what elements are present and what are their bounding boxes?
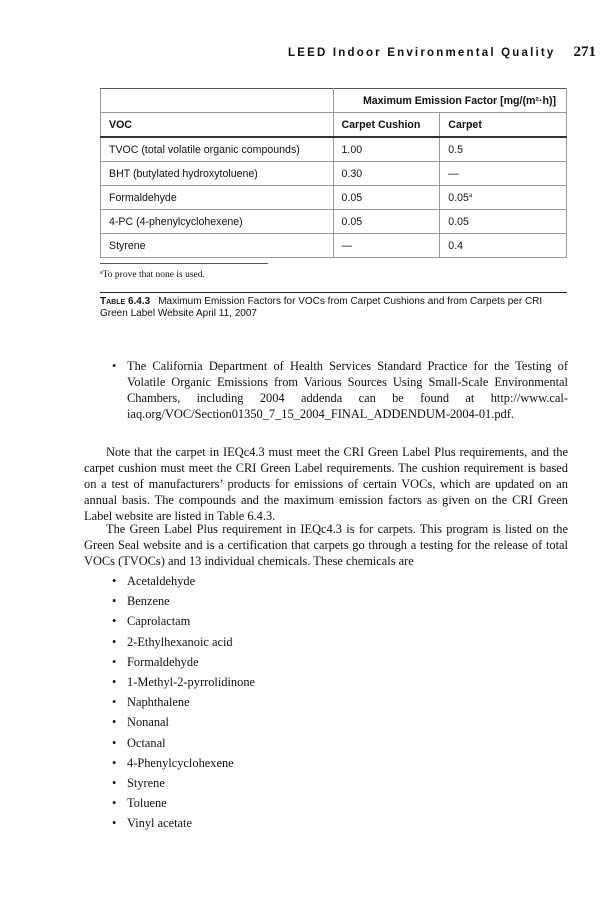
table-row (101, 186, 567, 210)
list-item: • Toluene (112, 793, 255, 813)
table-group-header: Maximum Emission Factor [mg/(m²·h)] (333, 89, 567, 113)
list-item: • Octanal (112, 733, 255, 753)
footnote-marker: a (468, 192, 473, 199)
list-item: • 1-Methyl-2-pyrrolidinone (112, 672, 255, 692)
bullet-text: The California Department of Health Services Standard Practice for the Testing of Volatile Organic Emissions from Various Sources Using Small-Scale Environmental Chambers, including 2004 addenda can be found at http://www.cal-iaq.org/VOC/Section01350_7_15_2004_FINAL_ADDENDUM-2004-01.pdf. (127, 359, 568, 421)
carpet-value: 0.05$^a$ (440, 186, 567, 210)
voc-cell: Styrene (101, 234, 334, 258)
list-item: • 2-Ethylhexanoic acid (112, 632, 255, 652)
table-empty-header-cell (101, 89, 334, 113)
carpet-cushion-value: 0.05 (333, 186, 440, 210)
carpet-cushion-value: 1.00 (333, 137, 440, 162)
table-row (101, 162, 567, 186)
carpet-value: 0.05 (440, 210, 567, 234)
voc-cell: BHT (butylated hydroxytoluene) (101, 162, 334, 186)
list-item: • Caprolactam (112, 611, 255, 631)
bullet-icon: • (112, 715, 117, 730)
list-item: • Formaldehyde (112, 652, 255, 672)
table-footnote (100, 270, 205, 280)
list-item: • Nonanal (112, 712, 255, 732)
carpet-cushion-value: — (333, 234, 440, 258)
list-item: • Benzene (112, 591, 255, 611)
bullet-icon: • (112, 614, 117, 629)
column-header-carpet-cushion: Carpet Cushion (333, 113, 440, 138)
footnote-divider (100, 263, 268, 264)
running-title: LEED Indoor Environmental Quality (288, 47, 556, 59)
bullet-icon: • (112, 816, 117, 831)
footnote-text: To prove that none is used. (102, 270, 205, 280)
table-row (101, 210, 567, 234)
bullet-icon: • (112, 654, 117, 669)
running-header (0, 44, 596, 61)
carpet-cushion-value: 0.30 (333, 162, 440, 186)
column-header-voc: VOC (101, 113, 334, 138)
list-item: • Naphthalene (112, 692, 255, 712)
paragraph: Note that the carpet in IEQc4.3 must meet the CRI Green Label Plus requirements, and the carpet cushion must meet the CRI Green Label requirements. The cushion requirement is based on a test of manufacturers’ products for emissions of certain VOCs, which are updated on an annual basis. The compounds and the maximum emission factors as given on the CRI Green Label website are listed in Table 6.4.3. (84, 445, 568, 523)
page-number: 271 (573, 44, 596, 60)
table-column-header-row (101, 113, 567, 138)
list-item: • Styrene (112, 773, 255, 793)
carpet-value: 0.5 (440, 137, 567, 162)
voc-cell: 4-PC (4-phenylcyclohexene) (101, 210, 334, 234)
emission-factor-table (100, 88, 567, 258)
bullet-icon: • (112, 796, 117, 811)
footnote-mark: a (100, 270, 103, 276)
bullet-item (112, 359, 568, 423)
table-caption (100, 296, 567, 320)
list-item: • Vinyl acetate (112, 813, 255, 833)
table-row (101, 234, 567, 258)
bullet-icon: • (112, 755, 117, 770)
carpet-value: 0.4 (440, 234, 567, 258)
bullet-icon: • (112, 674, 117, 689)
caption-label: Table 6.4.3 (100, 296, 151, 307)
table-group-header-row (101, 89, 567, 113)
bullet-icon: • (112, 775, 117, 790)
table-row (101, 137, 567, 162)
bullet-icon: • (112, 594, 117, 609)
paragraph: The Green Label Plus requirement in IEQc4.3 is for carpets. This program is listed on the Green Seal website and is a certification that carpets go through a testing for the release of total VOCs (TVOCs) and 13 individual chemicals. These chemicals are (84, 522, 568, 568)
bullet-icon: • (112, 634, 117, 649)
voc-cell: TVOC (total volatile organic compounds) (101, 137, 334, 162)
bullet-icon: • (112, 359, 117, 373)
bullet-icon: • (112, 574, 117, 588)
carpet-value: — (440, 162, 567, 186)
carpet-cushion-value: 0.05 (333, 210, 440, 234)
bullet-icon: • (112, 735, 117, 750)
bullet-icon: • (112, 695, 117, 710)
caption-divider (100, 292, 567, 293)
caption-text: Maximum Emission Factors for VOCs from Carpet Cushions and from Carpets per CRI Green Label Website April 11, 2007 (100, 296, 543, 319)
list-item: • 4-Phenylcyclohexene (112, 753, 255, 773)
voc-cell: Formaldehyde (101, 186, 334, 210)
chemical-list (112, 571, 255, 833)
list-item: • Acetaldehyde (112, 571, 255, 591)
column-header-carpet: Carpet (440, 113, 567, 138)
